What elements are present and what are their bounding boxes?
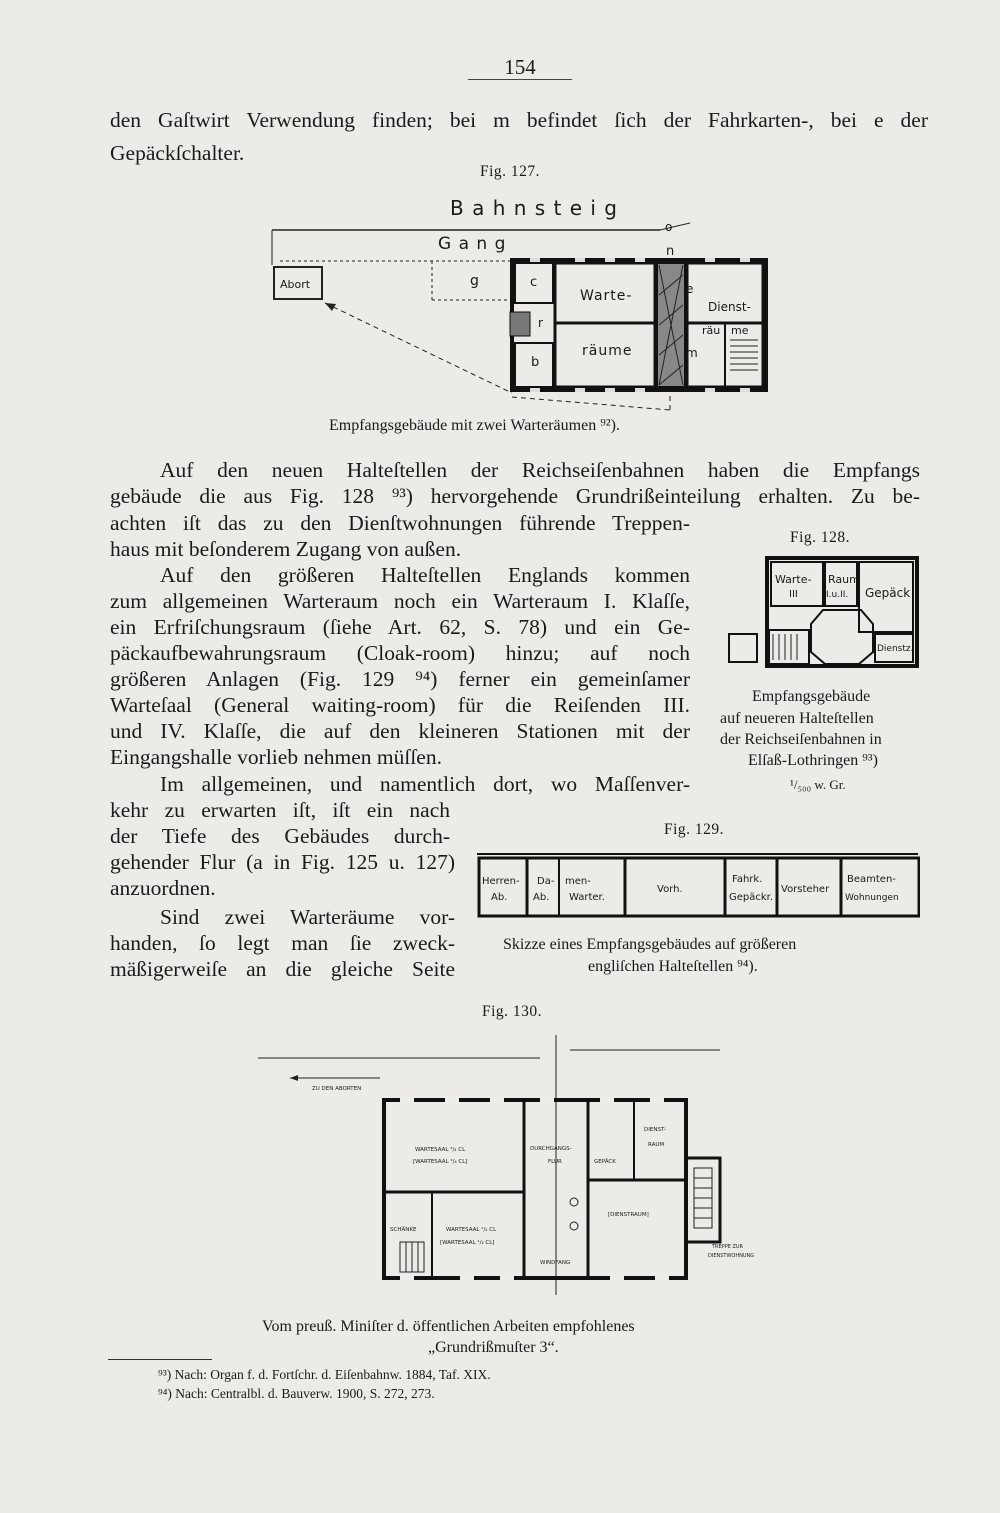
text-line: mäßigerweiſe an die gleiche Seite bbox=[110, 957, 455, 981]
f129-cell-label: Warter. bbox=[569, 892, 605, 903]
text-line: zum allgemeinen Warteraum noch ein Warteraum I. Klaſſe, bbox=[110, 589, 690, 613]
text-line: Im allgemeinen, und namentlich dort, wo Maſſenver- bbox=[160, 772, 690, 796]
label-g: g bbox=[470, 273, 479, 289]
dienst-raeu-label: räu bbox=[702, 324, 721, 337]
page-number: 154 bbox=[504, 55, 536, 79]
figure-caption: Vom preuß. Miniſter d. öffentlichen Arbeiten empfohlenes bbox=[262, 1318, 635, 1335]
abort-label: Abort bbox=[280, 278, 311, 291]
f129-cell-label: Vorsteher bbox=[781, 884, 830, 895]
raeume-label: räume bbox=[582, 343, 633, 359]
f129-cell-label: Ab. bbox=[491, 892, 508, 903]
f129-cell-label: Da- bbox=[537, 876, 555, 887]
f128-warte: Warte- bbox=[775, 573, 812, 586]
f130-label: GEPÄCK bbox=[594, 1159, 616, 1165]
f129-cell-label: men- bbox=[565, 876, 591, 887]
figure-number: Fig. 129. bbox=[664, 821, 725, 838]
figure-caption: engliſchen Halteſtellen ⁹⁴). bbox=[588, 958, 758, 975]
floor-plan-fig127 bbox=[250, 185, 800, 415]
text-line: Eingangshalle vorlieb nehmen müſſen. bbox=[110, 745, 442, 769]
text-line: größeren Anlagen (Fig. 129 ⁹⁴) ferner ein gemeinſamer bbox=[110, 667, 690, 691]
f130-label: DURCHGANGS- bbox=[530, 1146, 572, 1152]
page-number-rule bbox=[468, 79, 572, 80]
floor-plan-fig130 bbox=[250, 1030, 770, 1300]
label-b: b bbox=[531, 355, 540, 370]
f130-label: WARTESAAL ³/₄ CL bbox=[415, 1147, 466, 1153]
f130-label: SCHÄNKE bbox=[390, 1227, 417, 1233]
f128-dienstz: Dienstz. bbox=[877, 644, 914, 654]
f129-cell-label: Beamten- bbox=[847, 874, 896, 885]
figure-caption: Skizze eines Empfangsgebäudes auf größeren bbox=[503, 936, 797, 953]
floor-plan-fig129 bbox=[475, 850, 920, 925]
figure-caption: auf neueren Halteſtellen bbox=[720, 710, 874, 727]
figure-caption: Elſaß-Lothringen ⁹³) bbox=[748, 752, 878, 769]
figure-caption: der Reichseiſenbahnen in bbox=[720, 731, 882, 748]
text-line: gebäude die aus Fig. 128 ⁹³) hervorgehende Grundrißeinteilung erhalten. Zu be- bbox=[110, 484, 920, 508]
f130-label: DIENST- bbox=[644, 1127, 666, 1133]
footnote: ⁹³) Nach: Organ f. d. Fortſchr. d. Eiſenbahnw. 1884, Taf. XIX. bbox=[158, 1367, 491, 1382]
figure-caption: Empfangsgebäude mit zwei Warteräumen ⁹²). bbox=[329, 417, 620, 434]
platform-label: B a h n s t e i g bbox=[450, 196, 619, 220]
f128-gepaeck: Gepäck bbox=[865, 586, 911, 600]
text-line: ein Erfriſchungsraum (ſiehe Art. 62, S. 78) und ein Ge- bbox=[110, 615, 690, 639]
f129-cell-label: Wohnungen bbox=[845, 893, 899, 903]
f130-label: DIENSTWOHNUNG bbox=[708, 1253, 755, 1259]
f130-label: WARTESAAL ¹/₂ CL bbox=[446, 1227, 497, 1233]
f130-label: RAUM bbox=[648, 1142, 665, 1148]
figure-caption: „Grundrißmuſter 3“. bbox=[428, 1339, 559, 1356]
text-line: Warteſaal (General waiting-room) für die Reiſenden III. bbox=[110, 693, 690, 717]
figure-number: Fig. 127. bbox=[480, 163, 541, 180]
text-line: Sind zwei Warteräume vor- bbox=[160, 905, 455, 929]
text-line: und IV. Klaſſe, die auf den kleineren Stationen mit der bbox=[110, 719, 690, 743]
f130-label: FLUR bbox=[548, 1159, 562, 1165]
f128-warte-cl: III bbox=[789, 589, 798, 600]
f129-cell-label: Fahrk. bbox=[732, 874, 763, 885]
f130-label: WINDFANG bbox=[540, 1260, 571, 1266]
text-line: handen, ſo legt man ſie zweck- bbox=[110, 931, 455, 955]
text-line: der Tiefe des Gebäudes durch- bbox=[110, 824, 450, 848]
text-line: Auf den größeren Halteſtellen Englands kommen bbox=[160, 563, 690, 587]
text-line: den Gaſtwirt Verwendung finden; bei m befindet ſich der Fahrkarten-, bei e der bbox=[110, 108, 928, 132]
label-c: c bbox=[530, 275, 538, 290]
figure-scale: ¹/₅₀₀ w. Gr. bbox=[790, 777, 846, 792]
f130-label: [DIENSTRAUM] bbox=[608, 1212, 649, 1218]
floor-plan-fig128 bbox=[725, 552, 925, 682]
text-line: haus mit beſonderem Zugang von außen. bbox=[110, 537, 462, 561]
f129-cell-label: Vorh. bbox=[657, 884, 683, 895]
dienst-me-label: me bbox=[731, 324, 749, 337]
text-line: Auf den neuen Halteſtellen der Reichseiſenbahnen haben die Empfangs bbox=[160, 458, 920, 482]
text-line: Gepäckſchalter. bbox=[110, 141, 245, 165]
warte-label: Warte- bbox=[580, 288, 633, 304]
label-m: m bbox=[686, 346, 698, 360]
f129-cell-label: Ab. bbox=[533, 892, 550, 903]
text-line: päckaufbewahrungsraum (Cloak-room) hinzu; auf noch bbox=[110, 641, 690, 665]
dienst-label: Dienst- bbox=[708, 300, 751, 314]
f129-cell-label: Herren- bbox=[482, 876, 520, 887]
to-toilets-label: ZU DEN ABORTEN bbox=[312, 1086, 362, 1092]
f130-label: [WARTESAAL ³/₄ CL] bbox=[413, 1159, 468, 1165]
f128-raum: Raum bbox=[828, 573, 860, 586]
text-line: gehender Flur (a in Fig. 125 u. 127) bbox=[110, 850, 455, 874]
figure-number: Fig. 128. bbox=[790, 529, 851, 546]
footnote-rule bbox=[108, 1359, 212, 1360]
label-e: e bbox=[686, 282, 694, 296]
figure-number: Fig. 130. bbox=[482, 1003, 543, 1020]
f130-label: [WARTESAAL ¹/₂ CL] bbox=[440, 1240, 495, 1246]
footnote: ⁹⁴) Nach: Centralbl. d. Bauverw. 1900, S. 272, 273. bbox=[158, 1386, 435, 1401]
f128-raum-cl: I.u.II. bbox=[826, 590, 849, 600]
figure-caption: Empfangsgebäude bbox=[752, 688, 871, 705]
label-o: o bbox=[665, 220, 673, 234]
f129-cell-label: Gepäckr. bbox=[729, 892, 774, 903]
text-line: anzuordnen. bbox=[110, 876, 216, 900]
text-line: kehr zu erwarten iſt, iſt ein nach bbox=[110, 798, 450, 822]
label-r: r bbox=[538, 316, 543, 330]
f130-label: TREPPE ZUR bbox=[712, 1244, 744, 1250]
label-n: n bbox=[666, 244, 675, 259]
text-line: achten iſt das zu den Dienſtwohnungen führende Treppen- bbox=[110, 511, 690, 535]
corridor-label: G a n g bbox=[438, 234, 507, 254]
